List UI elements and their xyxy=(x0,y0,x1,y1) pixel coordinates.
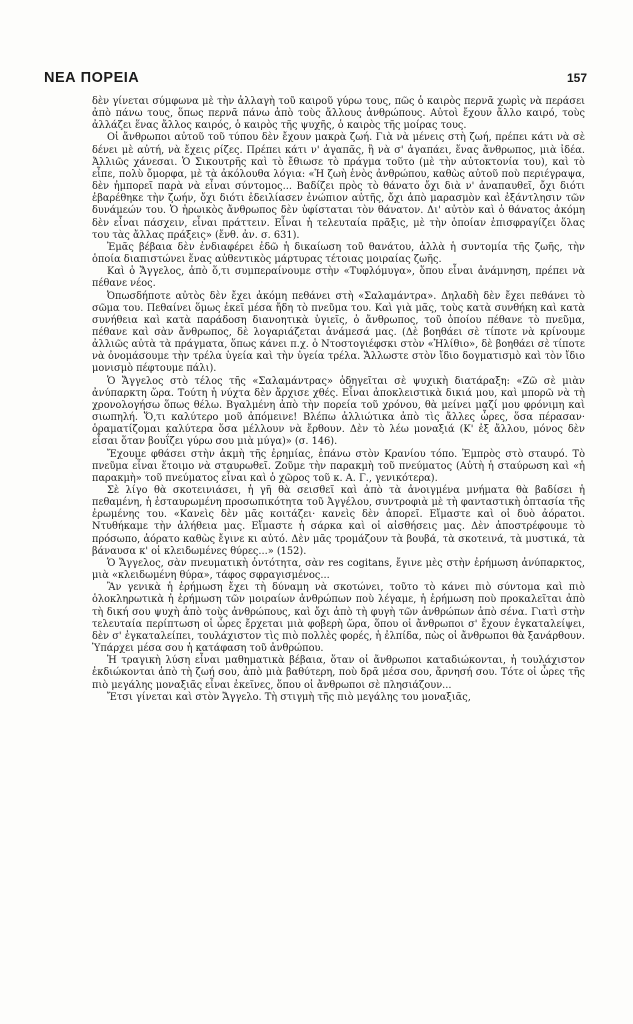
paragraph: Ὀπωσδήποτε αὐτὸς δὲν ἔχει ἀκόμη πεθάνει στὴ «Σαλαμάντρα». Δηλαδὴ δὲν ἔχει πεθάνει τὸ σῶμα του. Πεθαίνει ὅμως ἐκεῖ μέσα ἤδη τὸ πνεῦμα του. Καὶ γιὰ μᾶς, τοὺς κατὰ συνθήκη καὶ κατὰ συνήθεια καὶ κατὰ παράδοση διανοητικὰ ὑγιεῖς, ὁ ἄνθρωπος, τοῦ ὁποίου πέθανε τὸ πνεῦμα, πέθανε καὶ σὰν ἄνθρωπος, δὲ λογαριάζεται ἀνάμεσά μας. (Δὲ βοηθάει σὲ τίποτε νὰ κρίνουμε ἀλλιῶς αὐτὰ τὰ πράγματα, ὅπως κάνει π.χ. ὁ Ντοστογιέφσκι στὸν «Ἠλίθιο», δὲ βοηθάει σὲ τίποτε νὰ ὀνομάσουμε τὴν τρέλα ὑγεία καὶ τὴν ὑγεία τρέλα. Ἄλλωστε στὸν ἴδιο δογματισμὸ καὶ τὸν ἴδιο μονισμὸ πέφτουμε πάλι). xyxy=(92,290,585,375)
paragraph: Ὁ Ἄγγελος, σὰν πνευματικὴ ὀντότητα, σὰν res cogitans, ἔγινε μὲς στὴν ἐρήμωση ἀνύπαρκτος, μιὰ «κλειδωμένη θύρα», τάφος σφραγισμένος... xyxy=(92,557,585,582)
paragraph: Ἂν γενικὰ ἡ ἐρήμωση ἔχει τὴ δύναμη νὰ σκοτώνει, τοῦτο τὸ κάνει πιὸ σύντομα καὶ πιὸ ὁλοκληρωτικὰ ἡ ἐρήμωση τῶν μοιραίων ἀνθρώπων ποὺ λέγαμε, ἡ ἐρήμωση ποὺ προκαλεῖται ἀπὸ τὴ δική σου ψυχὴ ἀπὸ τοὺς ἀνθρώπους, καὶ ὄχι ἀπὸ τὴ φυγὴ τῶν ἀνθρώπων ἀπὸ σένα. Γιατὶ στὴν τελευταία περίπτωση οἱ ὧρες ἔρχεται μιὰ φοβερὴ ὥρα, ὅπου οἱ ἄνθρωποι σ' ἔχουν ἐγκαταλείψει, δὲν σ' ἐγκαταλείπει, τουλάχιστον τὶς πιὸ πολλὲς φορές, ἡ ἐλπίδα, πὼς οἱ ἄνθρωποι θὰ ξανάρθουν. Ὑπάρχει μέσα σου ἡ κατάφαση τοῦ ἀνθρώπου. xyxy=(92,582,586,655)
paragraph: Σὲ λίγο θὰ σκοτεινιάσει, ἡ γῆ θὰ σεισθεῖ καὶ ἀπὸ τὰ ἀνοιγμένα μνήματα θὰ βαδίσει ἡ πεθαμένη, ἡ ἐσταυρωμένη προσωπικότητα τοῦ Ἀγγέλου, συντροφιὰ μὲ τὴ φανταστικὴ ὀπτασία τῆς ἐρωμένης του. «Κανεὶς δὲν μᾶς κοιτάζει· κανεὶς δὲν ἀπορεῖ. Εἴμαστε καὶ οἱ δυὸ ἀόρατοι. Ντυθήκαμε τὴν ἀλήθεια μας. Εἴμαστε ἡ σάρκα καὶ οἱ αἰσθήσεις μας. Δὲν ἀποστρέφουμε τὸ πρόσωπο, ἀόρατο καθὼς ἔγινε κι αὐτό. Δὲν μᾶς τρομάζουν τὰ βουβά, τὰ σκοτεινά, τὰ μυστικά, τὰ βάναυσα κ' οἱ κλειδωμένες θύρες...» (152). xyxy=(92,485,585,557)
paragraph: Καὶ ὁ Ἄγγελος, ἀπὸ ὅ,τι συμπεραίνουμε στὴν «Τυφλόμυγα», ὅπου εἶναι ἀνάμνηση, πρέπει νὰ πέθανε νέος. xyxy=(92,266,585,290)
paragraph: Οἱ ἄνθρωποι αὐτοῦ τοῦ τύπου δὲν ἔχουν μακρὰ ζωή. Γιὰ νὰ μένεις στὴ ζωή, πρέπει κάτι νὰ σὲ δένει μὲ αὐτή, νὰ ἔχεις ρίζες. Πρέπει κάτι ν' ἀγαπᾶς, ἢ νὰ σ' ἀγαπάει, ἕνας ἄνθρωπος, μιὰ ἰδέα. Ἀλλιῶς χάνεσαι. Ὁ Σικουτρῆς καὶ τὸ ἔθιωσε τὸ πράγμα τοῦτο (μὲ τὴν αὐτοκτονία του), καὶ τὸ εἶπε, πολὺ ὄμορφα, μὲ τὰ ἀκόλουθα λόγια: «Ἡ ζωὴ ἑνὸς ἀνθρώπου, καθὼς αὐτοῦ ποὺ περιέγραψα, δὲν ἠμπορεῖ παρὰ νὰ εἶναι σύντομος... Βαδίζει πρὸς τὸ θάνατο ὄχι διὰ ν' ἀναπαυθεῖ, ὄχι διότι ἐβαρέθηκε τὴν ζωήν, ὄχι διότι ἐδειλίασεν ἐνώπιον αὐτῆς, ὄχι ἀπὸ μαρασμὸν καὶ ἐξάντλησιν τῶν δυνάμεών του. Ὁ ἡρωικὸς ἄνθρωπος δὲν ὑφίσταται τὸν θάνατον. Δι' αὐτὸν καὶ ὁ θάνατος ἀκόμη δὲν εἶναι πάσχειν, εἶναι πράττειν. Εἶναι ἡ τελευταία πρᾶξις, μὲ τὴν ὁποίαν ἐπισφραγίζει ὅλας του τὰς ἄλλας πράξεις» (ἔνθ. ἀν. σ. 631). xyxy=(92,132,585,241)
paragraph: Ὁ Ἄγγελος στὸ τέλος τῆς «Σαλαμάντρας» ὁδηγεῖται σὲ ψυχικὴ διατάραξη: «Ζῶ σὲ μιὰν ἀνύπαρκτη ὥρα. Τούτη ἡ νύχτα δὲν ἄρχισε χθές. Εἶναι ἀποκλειστικὰ δικιά μου, καὶ μπορῶ νὰ τὴ χρονολογήσω ὅπως θέλω. Βγαλμένη ἀπὸ τὴν πορεία τοῦ χρόνου, θὰ μείνει μαζί μου φρόνιμη καὶ σιωπηλή. Ὅ,τι καλύτερο μοῦ ἀπόμεινε! Βλέπω ἀλλιώτικα ἀπὸ τὶς ἄλλες ὧρες, ὅσα πέρασαν· ὁραματίζομαι καλύτερα ὅσα μέλλουν νὰ ἔρθουν. Δὲν τὸ λέω μοναξιά (Κ' ἐξ ἄλλου, μόνος δὲν εἶσαι ὅταν βουΐζει γύρω σου μιὰ μύγα)» (σ. 146). xyxy=(92,375,585,448)
paragraph: δὲν γίνεται σύμφωνα μὲ τὴν ἀλλαγὴ τοῦ καιροῦ γύρω τους, πῶς ὁ καιρὸς περνᾶ χωρὶς νὰ περάσει ἀπὸ πάνω τους, ὅπως περνᾶ πάνω ἀπὸ τοὺς ἄλλους ἀνθρώπους. Αὐτοὶ ἔχουν ἄλλο καιρό, τοὺς ἀλλάζει ἕνας ἄλλος καιρός, ὁ καιρὸς τῆς ψυχῆς, ὁ καιρὸς τῆς μοίρας τους. xyxy=(92,96,585,132)
paragraph: Ἔχουμε φθάσει στὴν ἀκμὴ τῆς ἐρημίας, ἐπάνω στὸν Κρανίου τόπο. Ἐμπρὸς στὸ σταυρό. Τὸ πνεῦμα εἶναι ἕτοιμο νὰ σταυρωθεῖ. Ζοῦμε τὴν παρακμὴ τοῦ πνεύματος (Αὐτὴ ἡ σταύρωση καὶ «ἡ παρακμὴ» τοῦ πνεύματος εἶναι καὶ ὁ χῶρος τοῦ κ. Α. Γ., γενικότερα). xyxy=(92,448,585,484)
paragraph: Ἡ τραγικὴ λύση εἶναι μαθηματικὰ βέβαια, ὅταν οἱ ἄνθρωποι καταδιώκονται, ἡ τουλάχιστον ἐκδιώκονται ἀπὸ τὴ ζωή σου, ἀπὸ μιὰ βαθύτερη, ποὺ δρᾶ μέσα σου, ἄρνησή σου. Τότε οἱ ὧρες τῆς πιὸ μεγάλης μοναξιᾶς εἶναι ἐκεῖνες, ὅπου οἱ ἄνθρωποι σὲ πλησιάζουν... xyxy=(92,655,585,691)
journal-title: ΝΕΑ ΠΟΡΕΙΑ xyxy=(44,70,140,86)
page-number: 157 xyxy=(566,71,587,85)
running-header xyxy=(44,70,587,86)
paragraph: Ἐμᾶς βέβαια δὲν ἐνδιαφέρει ἐδῶ ἡ δικαίωση τοῦ θανάτου, ἀλλὰ ἡ συντομία τῆς ζωῆς, τὴν ὁποία διαπιστώνει ἕνας αὐθεντικὸς μάρτυρας τέτοιας μοιραίας ζωῆς. xyxy=(92,241,585,266)
body-text xyxy=(92,96,585,704)
paragraph: Ἔτσι γίνεται καὶ στὸν Ἄγγελο. Τὴ στιγμὴ τῆς πιὸ μεγάλης του μοναξιᾶς, xyxy=(107,691,471,703)
